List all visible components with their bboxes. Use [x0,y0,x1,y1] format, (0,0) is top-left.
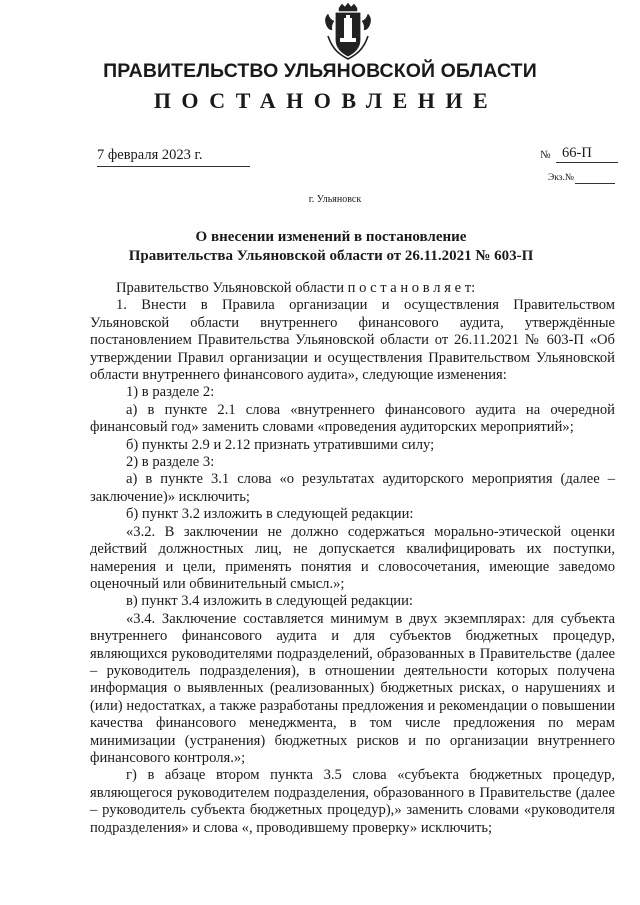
paragraph: б) пункт 3.2 изложить в следующей редакции: [126,506,414,523]
copy-number-label: Экз.№ [548,173,574,183]
document-title-line-1: О внесении изменений в постановление [195,229,467,245]
ulyanovsk-coat-of-arms-icon [322,2,374,60]
document-date: 7 февраля 2023 г. [97,147,203,163]
copy-number-underline [575,183,615,184]
paragraph: 2) в разделе 3: [126,454,215,471]
paragraph: б) пункты 2.9 и 2.12 признать утратившими силу; [126,436,435,453]
paragraph: «3.2. В заключении не должно содержаться морально-этической оценки действий должностных лиц, не допускается квалифицировать их поступки, намерения и цели, применять понятия и словосочетания, имеющие заведомо оценочный или обвинительный смысл.»; [90,523,615,592]
government-title: ПРАВИТЕЛЬСТВО УЛЬЯНОВСКОЙ ОБЛАСТИ [103,60,537,82]
paragraph: 1. Внести в Правила организации и осуществления Правительством Ульяновской области внутреннего финансового аудита, утверждённые постановлением Правительства Ульяновской области от 26.11.2021 № 603-П «Об утверждении Правил организации и осуществления Правительством Ульяновской области внутреннего финансового аудита», следующие изменения: [90,297,615,384]
paragraph: «3.4. Заключение составляется минимум в двух экземплярах: для субъекта внутреннего финансового аудита и для субъектов бюджетных процедур, являющихся руководителями подразделений, образованных в Правительстве (далее – руководитель подразделения), в отношении деятельности которых получена информация о выявленных (реализованных) бюджетных рисках, о нарушениях и (или) недостатках, а также разработаны предложения и рекомендации о повышении качества финансового менеджмента, в том числе предложения по мерам минимизации (устранения) бюджетных рисков и по организации внутреннего финансового контроля.»; [90,610,615,766]
paragraph: г) в абзаце втором пункта 3.5 слова «субъекта бюджетных процедур, являющегося руководителем подразделения, образованного в Правительстве (далее – руководитель субъекта бюджетных процедур),» заменить словами «руководителя подразделения» и слова «, проводившему проверку» исключить; [90,767,615,836]
number-label: № [540,149,551,161]
document-city: г. Ульяновск [308,194,362,205]
document-title [0,228,640,265]
paragraph: а) в пункте 2.1 слова «внутреннего финансового аудита на очередной финансовый год» заменить словами «проведения аудиторских мероприятий»; [90,401,615,436]
paragraph: в) пункт 3.4 изложить в следующей редакции: [126,593,413,610]
date-underline [97,166,250,167]
document-type: ПОСТАНОВЛЕНИЕ [153,88,499,113]
paragraph: 1) в разделе 2: [126,384,215,401]
document-body [90,280,615,837]
document-title-line-2: Правительства Ульяновской области от 26.11.2021 № 603-П [128,247,534,264]
document-number: 66-П [556,144,618,163]
paragraph: Правительство Ульяновской области п о с т а н о в л я е т: [116,280,476,296]
paragraph: а) в пункте 3.1 слова «о результатах аудиторского мероприятия (далее – заключение)» исключить; [90,471,615,505]
